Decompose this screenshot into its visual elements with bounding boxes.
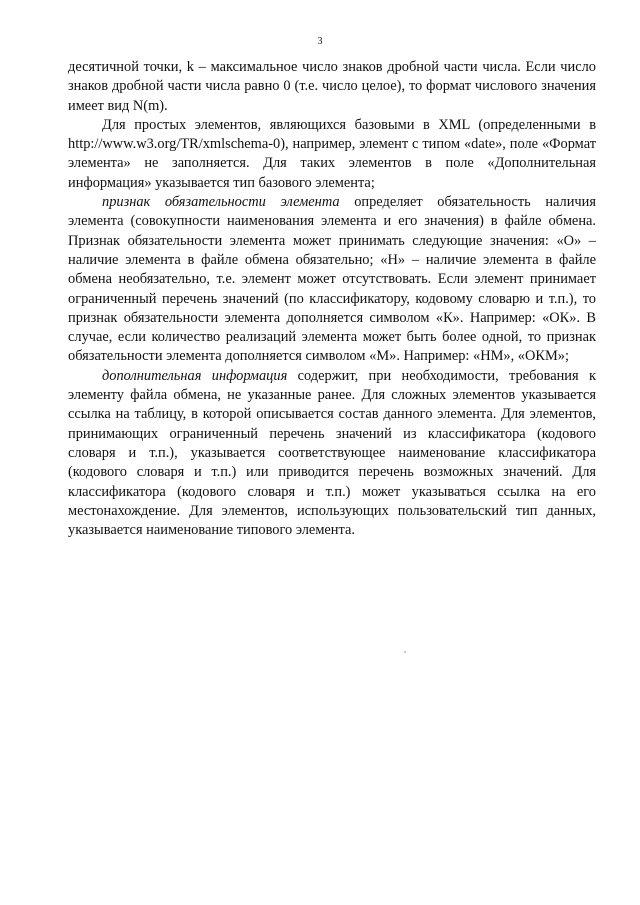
paragraph-xml-base-types: Для простых элементов, являющихся базовыми в XML (определенными в http://www.w3.org/TR/xmlschema-0), например, элемент с типом «date», поле «Формат элемента» не заполняется. Для таких элементов в поле «Дополнительная информация» указывается тип базового элемента; xyxy=(68,116,596,191)
definition-required-flag: определяет обязательность наличия элемента (совокупности наименования элемента и его значения) в файле обмена. Признак обязательности элемента может принимать следующие значения: «О» – наличие элемента в файле обмена обязательно; «Н» – наличие элемента в файле обмена необязательно, т.е. элемент может отсутствовать. Если элемент принимает ограниченный перечень значений (по классификатору, кодовому словарю и т.п.), то признак обязательности элемента дополняется символом «К». Например: «ОК». В случае, если количество реализаций элемента может быть более одной, то признак обязательности элемента дополняется символом «М». Например: «НМ», «ОКМ»; xyxy=(68,194,596,365)
term-required-flag: признак обязательности элемента xyxy=(102,194,340,211)
paragraph-required-flag xyxy=(68,193,596,367)
scan-speck xyxy=(404,651,406,653)
paragraph-number-format: десятичной точки, k – максимальное число знаков дробной части числа. Если число знаков дробной части числа равно 0 (т.е. число целое), то формат числового значения имеет вид N(m). xyxy=(68,59,596,114)
term-additional-info: дополнительная информация xyxy=(102,367,288,384)
page-number: 3 xyxy=(317,36,323,47)
definition-additional-info: содержит, при необходимости, требования к элементу файла обмена, не указанные ранее. Для сложных элементов указывается ссылка на таблицу, в которой описывается состав данного элемента. Для элементов, принимающих ограниченный перечень значений из классификатора (кодового словаря и т.п.), указывается соответствующее наименование классификатора (кодового словаря и т.п.) или приводится перечень возможных значений. Для классификатора (кодового словаря и т.п.) может указываться ссылка на его местонахождение. Для элементов, использующих пользовательский тип данных, указывается наименование типового элемента. xyxy=(68,367,596,539)
document-body xyxy=(68,58,596,540)
paragraph-additional-info xyxy=(68,367,596,541)
